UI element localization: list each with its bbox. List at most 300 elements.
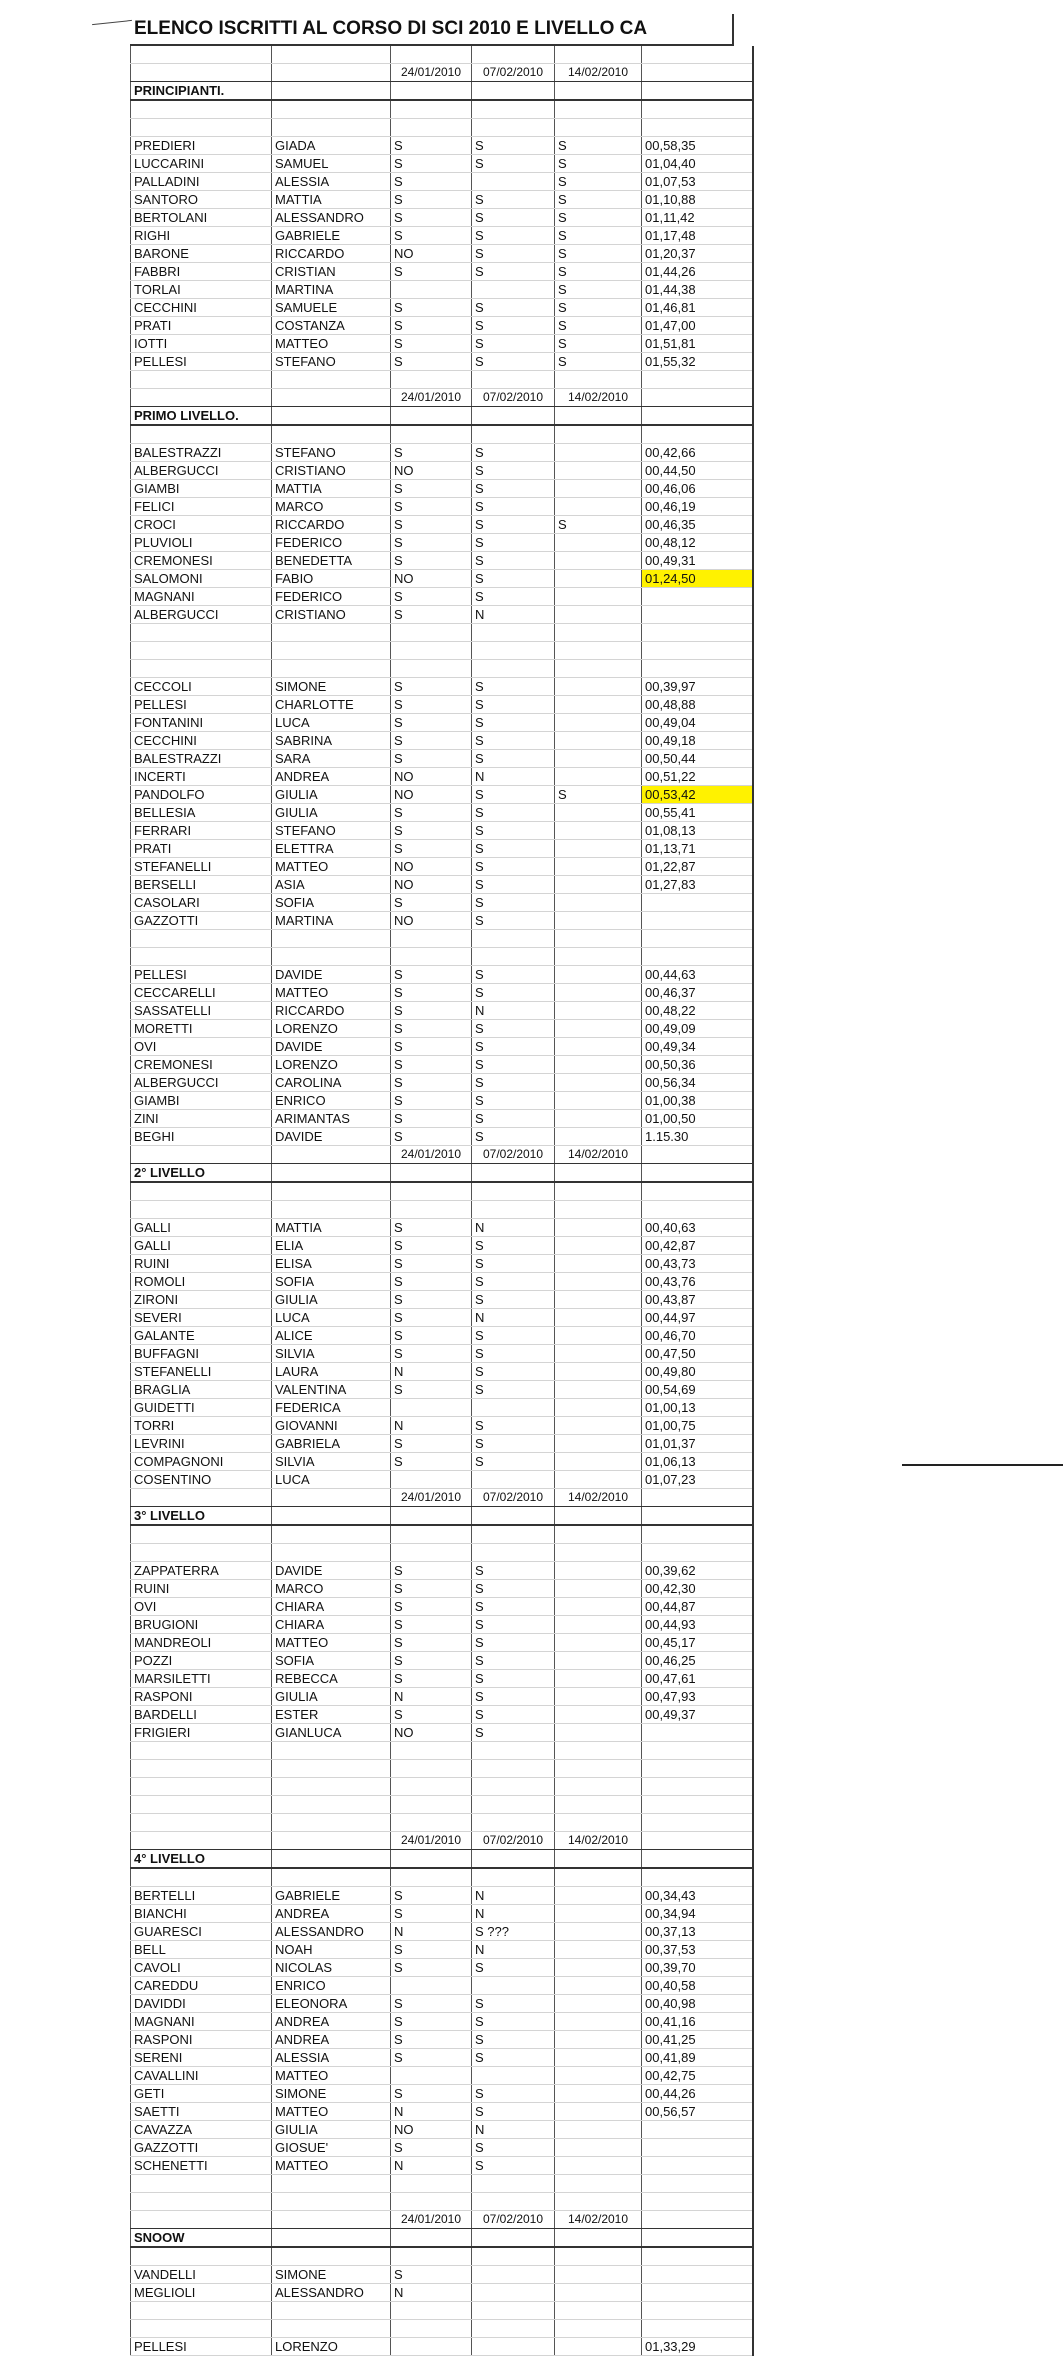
- spacer-row: [131, 1796, 754, 1814]
- table-row: [131, 2049, 754, 2067]
- attendance-cell: [555, 1453, 642, 1471]
- first-name-cell: BENEDETTA: [272, 552, 391, 570]
- first-name-cell: SABRINA: [272, 732, 391, 750]
- first-name-cell: LORENZO: [272, 1056, 391, 1074]
- table-row: [131, 2338, 754, 2356]
- spacer-row: [131, 1525, 754, 1544]
- surname-cell: PELLESI: [131, 966, 272, 984]
- first-name-cell: ANDREA: [272, 2013, 391, 2031]
- attendance-cell: S: [555, 353, 642, 371]
- first-name-cell: ENRICO: [272, 1977, 391, 1995]
- attendance-cell: [555, 840, 642, 858]
- attendance-cell: S: [472, 858, 555, 876]
- attendance-cell: [391, 1399, 472, 1417]
- time-cell: 00,41,16: [642, 2013, 754, 2031]
- date-header: 07/02/2010: [472, 1146, 555, 1164]
- attendance-cell: S: [391, 750, 472, 768]
- first-name-cell: SIMONE: [272, 678, 391, 696]
- time-cell: [642, 2157, 754, 2175]
- attendance-cell: [555, 822, 642, 840]
- attendance-cell: [472, 1399, 555, 1417]
- table-row: [131, 2031, 754, 2049]
- attendance-cell: S: [391, 804, 472, 822]
- surname-cell: FABBRI: [131, 263, 272, 281]
- time-cell: 00,46,06: [642, 480, 754, 498]
- surname-cell: GAZZOTTI: [131, 2139, 272, 2157]
- attendance-cell: S: [555, 281, 642, 299]
- time-cell: 01,04,40: [642, 155, 754, 173]
- table-row: [131, 1110, 754, 1128]
- attendance-cell: S: [472, 2013, 555, 2031]
- surname-cell: BIANCHI: [131, 1905, 272, 1923]
- spacer-row: [131, 1814, 754, 1832]
- attendance-cell: S ???: [472, 1923, 555, 1941]
- table-row: [131, 732, 754, 750]
- date-header: 24/01/2010: [391, 1489, 472, 1507]
- first-name-cell: MATTIA: [272, 191, 391, 209]
- attendance-cell: S: [472, 894, 555, 912]
- time-cell: 00,39,62: [642, 1562, 754, 1580]
- attendance-cell: S: [391, 2139, 472, 2157]
- attendance-cell: S: [472, 786, 555, 804]
- attendance-cell: S: [472, 1634, 555, 1652]
- attendance-cell: S: [391, 966, 472, 984]
- attendance-cell: [555, 1074, 642, 1092]
- time-cell: 01,55,32: [642, 353, 754, 371]
- attendance-cell: S: [391, 1309, 472, 1327]
- attendance-cell: S: [391, 534, 472, 552]
- table-row: [131, 137, 754, 155]
- surname-cell: GALLI: [131, 1219, 272, 1237]
- attendance-cell: NO: [391, 786, 472, 804]
- surname-cell: BUFFAGNI: [131, 1345, 272, 1363]
- spacer-row: [131, 660, 754, 678]
- surname-cell: ZINI: [131, 1110, 272, 1128]
- table-row: [131, 462, 754, 480]
- attendance-cell: S: [391, 1652, 472, 1670]
- section-label: 3° LIVELLO: [131, 1507, 272, 1526]
- attendance-cell: NO: [391, 1724, 472, 1742]
- time-cell: 00,44,97: [642, 1309, 754, 1327]
- surname-cell: SCHENETTI: [131, 2157, 272, 2175]
- time-cell: 00,49,31: [642, 552, 754, 570]
- surname-cell: CAVOLI: [131, 1959, 272, 1977]
- surname-cell: RUINI: [131, 1580, 272, 1598]
- table-row: [131, 2013, 754, 2031]
- attendance-cell: S: [391, 1905, 472, 1923]
- surname-cell: PELLESI: [131, 696, 272, 714]
- attendance-cell: [555, 2139, 642, 2157]
- table-row: [131, 1092, 754, 1110]
- table-row: [131, 263, 754, 281]
- attendance-cell: S: [472, 1670, 555, 1688]
- attendance-cell: S: [472, 552, 555, 570]
- attendance-cell: N: [472, 768, 555, 786]
- attendance-cell: [555, 1020, 642, 1038]
- attendance-cell: S: [472, 1959, 555, 1977]
- table-row: [131, 1634, 754, 1652]
- attendance-cell: [555, 876, 642, 894]
- surname-cell: BALESTRAZZI: [131, 444, 272, 462]
- attendance-cell: [555, 1923, 642, 1941]
- date-header: 14/02/2010: [555, 64, 642, 82]
- first-name-cell: MARCO: [272, 498, 391, 516]
- attendance-cell: S: [391, 2266, 472, 2284]
- attendance-cell: [555, 1038, 642, 1056]
- attendance-cell: S: [472, 876, 555, 894]
- date-header: 07/02/2010: [472, 64, 555, 82]
- attendance-cell: S: [472, 1417, 555, 1435]
- surname-cell: PANDOLFO: [131, 786, 272, 804]
- section-header-secondo-livello: [131, 1164, 754, 1183]
- time-cell: 00,48,12: [642, 534, 754, 552]
- attendance-cell: S: [472, 1724, 555, 1742]
- first-name-cell: STEFANO: [272, 444, 391, 462]
- attendance-cell: [555, 1941, 642, 1959]
- table-row: [131, 444, 754, 462]
- first-name-cell: MATTEO: [272, 2067, 391, 2085]
- first-name-cell: ASIA: [272, 876, 391, 894]
- surname-cell: BRUGIONI: [131, 1616, 272, 1634]
- attendance-cell: S: [472, 840, 555, 858]
- table-row: [131, 516, 754, 534]
- surname-cell: GAZZOTTI: [131, 912, 272, 930]
- attendance-cell: S: [472, 1562, 555, 1580]
- surname-cell: CREMONESI: [131, 1056, 272, 1074]
- table-row: [131, 2067, 754, 2085]
- attendance-cell: S: [472, 1092, 555, 1110]
- first-name-cell: NOAH: [272, 1941, 391, 1959]
- surname-cell: RIGHI: [131, 227, 272, 245]
- attendance-cell: S: [391, 1670, 472, 1688]
- time-cell: 00,46,70: [642, 1327, 754, 1345]
- first-name-cell: ELISA: [272, 1255, 391, 1273]
- attendance-cell: S: [391, 1237, 472, 1255]
- table-row: [131, 1291, 754, 1309]
- table-row: [131, 1688, 754, 1706]
- table-row: [131, 1381, 754, 1399]
- time-cell: 01,00,38: [642, 1092, 754, 1110]
- time-cell: [642, 894, 754, 912]
- time-cell: 00,49,09: [642, 1020, 754, 1038]
- attendance-cell: [555, 1092, 642, 1110]
- time-cell: 01,44,38: [642, 281, 754, 299]
- attendance-cell: S: [555, 786, 642, 804]
- surname-cell: COMPAGNONI: [131, 1453, 272, 1471]
- attendance-cell: S: [391, 1887, 472, 1905]
- first-name-cell: CRISTIANO: [272, 462, 391, 480]
- table-row: [131, 822, 754, 840]
- attendance-cell: [555, 750, 642, 768]
- surname-cell: ROMOLI: [131, 1273, 272, 1291]
- attendance-cell: [391, 2338, 472, 2356]
- time-cell: 00,46,25: [642, 1652, 754, 1670]
- attendance-cell: S: [391, 1002, 472, 1020]
- attendance-cell: S: [472, 2103, 555, 2121]
- attendance-cell: [555, 1291, 642, 1309]
- first-name-cell: CRISTIANO: [272, 606, 391, 624]
- first-name-cell: RICCARDO: [272, 1002, 391, 1020]
- surname-cell: SANTORO: [131, 191, 272, 209]
- time-cell: 1.15.30: [642, 1128, 754, 1146]
- first-name-cell: ANDREA: [272, 1905, 391, 1923]
- surname-cell: RASPONI: [131, 1688, 272, 1706]
- attendance-cell: S: [555, 227, 642, 245]
- surname-cell: COSENTINO: [131, 1471, 272, 1489]
- attendance-cell: S: [391, 696, 472, 714]
- attendance-cell: S: [472, 1327, 555, 1345]
- attendance-cell: [555, 1110, 642, 1128]
- attendance-cell: N: [472, 1002, 555, 1020]
- table-row: [131, 1977, 754, 1995]
- date-header: 24/01/2010: [391, 389, 472, 407]
- attendance-cell: [555, 2067, 642, 2085]
- attendance-cell: S: [472, 1616, 555, 1634]
- attendance-cell: [555, 1219, 642, 1237]
- first-name-cell: GIOSUE': [272, 2139, 391, 2157]
- surname-cell: CECCOLI: [131, 678, 272, 696]
- first-name-cell: SIMONE: [272, 2085, 391, 2103]
- attendance-cell: [555, 1327, 642, 1345]
- date-header: 14/02/2010: [555, 1146, 642, 1164]
- table-row: [131, 1363, 754, 1381]
- table-row: [131, 317, 754, 335]
- first-name-cell: GIOVANNI: [272, 1417, 391, 1435]
- attendance-cell: [555, 1399, 642, 1417]
- surname-cell: POZZI: [131, 1652, 272, 1670]
- first-name-cell: CRISTIAN: [272, 263, 391, 281]
- table-row: [131, 2266, 754, 2284]
- attendance-cell: [555, 2031, 642, 2049]
- first-name-cell: GABRIELE: [272, 227, 391, 245]
- attendance-cell: S: [391, 2031, 472, 2049]
- first-name-cell: CHIARA: [272, 1616, 391, 1634]
- spacer-row: [131, 2320, 754, 2338]
- attendance-cell: N: [472, 1941, 555, 1959]
- first-name-cell: MARTINA: [272, 281, 391, 299]
- attendance-cell: S: [472, 1453, 555, 1471]
- first-name-cell: ALESSANDRO: [272, 209, 391, 227]
- time-cell: 01,51,81: [642, 335, 754, 353]
- first-name-cell: GIANLUCA: [272, 1724, 391, 1742]
- attendance-cell: N: [391, 1688, 472, 1706]
- attendance-cell: S: [472, 2139, 555, 2157]
- date-header: 24/01/2010: [391, 2211, 472, 2229]
- attendance-cell: NO: [391, 876, 472, 894]
- table-row: [131, 1327, 754, 1345]
- first-name-cell: SOFIA: [272, 1652, 391, 1670]
- time-cell: 01,33,29: [642, 2338, 754, 2356]
- table-row: [131, 1273, 754, 1291]
- first-name-cell: VALENTINA: [272, 1381, 391, 1399]
- table-row: [131, 2139, 754, 2157]
- surname-cell: FELICI: [131, 498, 272, 516]
- first-name-cell: MARCO: [272, 1580, 391, 1598]
- attendance-cell: S: [472, 1056, 555, 1074]
- attendance-cell: NO: [391, 245, 472, 263]
- date-header: 24/01/2010: [391, 64, 472, 82]
- first-name-cell: LUCA: [272, 714, 391, 732]
- attendance-cell: S: [391, 1562, 472, 1580]
- attendance-cell: [391, 1977, 472, 1995]
- date-header: 14/02/2010: [555, 1832, 642, 1850]
- time-cell: 00,49,37: [642, 1706, 754, 1724]
- first-name-cell: ALESSANDRO: [272, 2284, 391, 2302]
- surname-cell: LUCCARINI: [131, 155, 272, 173]
- attendance-cell: [391, 2067, 472, 2085]
- attendance-cell: [555, 1688, 642, 1706]
- attendance-cell: S: [472, 1381, 555, 1399]
- surname-cell: CAVAZZA: [131, 2121, 272, 2139]
- time-cell: 00,47,93: [642, 1688, 754, 1706]
- table-row: [131, 696, 754, 714]
- first-name-cell: SAMUELE: [272, 299, 391, 317]
- time-cell: 01,47,00: [642, 317, 754, 335]
- surname-cell: IOTTI: [131, 335, 272, 353]
- attendance-cell: [472, 281, 555, 299]
- table-row: [131, 2121, 754, 2139]
- attendance-cell: N: [472, 1219, 555, 1237]
- first-name-cell: SILVIA: [272, 1345, 391, 1363]
- attendance-cell: S: [391, 1706, 472, 1724]
- first-name-cell: SIMONE: [272, 2266, 391, 2284]
- time-cell: 00,44,87: [642, 1598, 754, 1616]
- spacer-row: [131, 1760, 754, 1778]
- time-cell: 00,41,89: [642, 2049, 754, 2067]
- date-header-row: [131, 389, 754, 407]
- time-cell: 00,34,94: [642, 1905, 754, 1923]
- time-cell: 00,58,35: [642, 137, 754, 155]
- attendance-cell: [555, 1471, 642, 1489]
- attendance-cell: S: [472, 1291, 555, 1309]
- attendance-cell: S: [391, 209, 472, 227]
- table-row: [131, 1237, 754, 1255]
- table-row: [131, 876, 754, 894]
- attendance-cell: S: [472, 1652, 555, 1670]
- surname-cell: BERSELLI: [131, 876, 272, 894]
- time-cell: 01,00,75: [642, 1417, 754, 1435]
- time-cell: 01,22,87: [642, 858, 754, 876]
- table-row: [131, 1941, 754, 1959]
- time-cell: 00,50,36: [642, 1056, 754, 1074]
- first-name-cell: FEDERICA: [272, 1399, 391, 1417]
- attendance-cell: [555, 1995, 642, 2013]
- table-row: [131, 1128, 754, 1146]
- surname-cell: INCERTI: [131, 768, 272, 786]
- first-name-cell: DAVIDE: [272, 1562, 391, 1580]
- surname-cell: MANDREOLI: [131, 1634, 272, 1652]
- table-row: [131, 209, 754, 227]
- first-name-cell: MATTIA: [272, 1219, 391, 1237]
- attendance-cell: S: [391, 2085, 472, 2103]
- attendance-cell: S: [472, 912, 555, 930]
- attendance-cell: N: [472, 1887, 555, 1905]
- attendance-cell: S: [472, 227, 555, 245]
- time-cell: 00,46,37: [642, 984, 754, 1002]
- attendance-cell: S: [472, 804, 555, 822]
- sheet-title: ELENCO ISCRITTI AL CORSO DI SCI 2010 E LIVELLO CA: [130, 14, 734, 46]
- attendance-cell: [555, 2103, 642, 2121]
- spacer-row: [131, 1778, 754, 1796]
- table-row: [131, 984, 754, 1002]
- spacer-row: [131, 624, 754, 642]
- time-cell: 00,55,41: [642, 804, 754, 822]
- time-cell: 00,50,44: [642, 750, 754, 768]
- surname-cell: GETI: [131, 2085, 272, 2103]
- section-header-primo-livello: [131, 407, 754, 426]
- first-name-cell: MATTEO: [272, 2157, 391, 2175]
- table-row: [131, 1309, 754, 1327]
- attendance-cell: S: [472, 696, 555, 714]
- time-cell: 01,46,81: [642, 299, 754, 317]
- surname-cell: PREDIERI: [131, 137, 272, 155]
- surname-cell: BRAGLIA: [131, 1381, 272, 1399]
- surname-cell: PRATI: [131, 317, 272, 335]
- attendance-cell: S: [472, 444, 555, 462]
- attendance-cell: S: [391, 1327, 472, 1345]
- table-row: [131, 335, 754, 353]
- surname-cell: BARDELLI: [131, 1706, 272, 1724]
- attendance-cell: [555, 768, 642, 786]
- table-row: [131, 2085, 754, 2103]
- attendance-cell: S: [472, 966, 555, 984]
- attendance-cell: [472, 1471, 555, 1489]
- section-header-snoow: [131, 2229, 754, 2248]
- first-name-cell: ARIMANTAS: [272, 1110, 391, 1128]
- attendance-cell: S: [391, 894, 472, 912]
- attendance-cell: S: [472, 1237, 555, 1255]
- attendance-cell: S: [391, 1291, 472, 1309]
- spacer-row: [131, 642, 754, 660]
- attendance-cell: [555, 444, 642, 462]
- first-name-cell: ALESSIA: [272, 2049, 391, 2067]
- attendance-cell: [555, 1056, 642, 1074]
- surname-cell: ALBERGUCCI: [131, 606, 272, 624]
- spreadsheet: [130, 14, 734, 2356]
- first-name-cell: STEFANO: [272, 822, 391, 840]
- table-row: [131, 1435, 754, 1453]
- attendance-cell: [555, 912, 642, 930]
- attendance-cell: S: [472, 1598, 555, 1616]
- date-header: 14/02/2010: [555, 1489, 642, 1507]
- attendance-cell: S: [555, 263, 642, 281]
- section-label: 4° LIVELLO: [131, 1850, 272, 1869]
- time-cell: 00,40,63: [642, 1219, 754, 1237]
- surname-cell: GUIDETTI: [131, 1399, 272, 1417]
- surname-cell: FRIGIERI: [131, 1724, 272, 1742]
- table-row: [131, 1399, 754, 1417]
- time-cell: 01,08,13: [642, 822, 754, 840]
- first-name-cell: SAMUEL: [272, 155, 391, 173]
- date-header: 14/02/2010: [555, 2211, 642, 2229]
- first-name-cell: GIULIA: [272, 804, 391, 822]
- first-name-cell: ALESSIA: [272, 173, 391, 191]
- attendance-cell: [555, 1977, 642, 1995]
- attendance-cell: S: [391, 335, 472, 353]
- surname-cell: LEVRINI: [131, 1435, 272, 1453]
- time-cell: 00,40,98: [642, 1995, 754, 2013]
- table-row: [131, 786, 754, 804]
- attendance-cell: S: [391, 498, 472, 516]
- attendance-cell: [472, 1977, 555, 1995]
- table-row: [131, 1905, 754, 1923]
- time-cell: 01,07,23: [642, 1471, 754, 1489]
- attendance-cell: [472, 2338, 555, 2356]
- table-row: [131, 281, 754, 299]
- time-cell: 00,44,50: [642, 462, 754, 480]
- time-cell: 00,47,50: [642, 1345, 754, 1363]
- attendance-cell: S: [391, 1092, 472, 1110]
